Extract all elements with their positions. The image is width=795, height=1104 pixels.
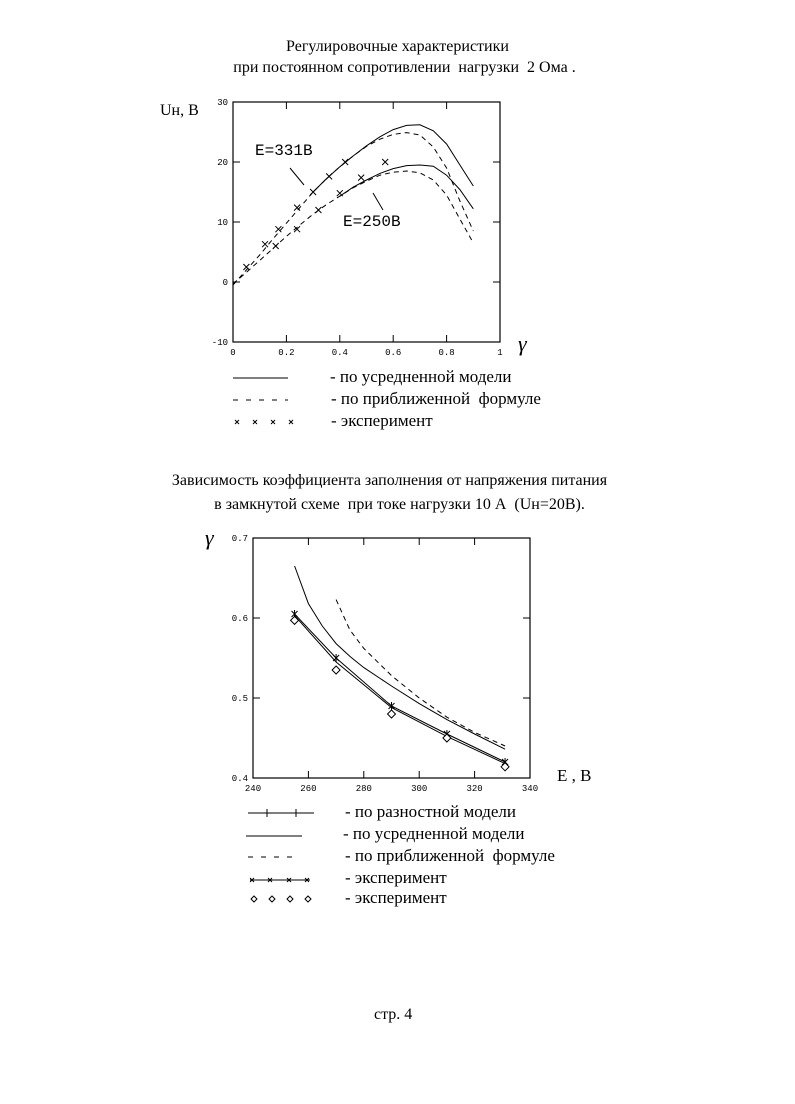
chart1-data-point [382, 159, 388, 165]
chart1-ytick-label: 0 [222, 278, 228, 288]
chart2-ytick-label: 0.7 [231, 534, 248, 544]
legend1-x-marker [271, 420, 275, 424]
chart2-xtick-label: 340 [521, 784, 539, 794]
chart1-data-point [358, 175, 364, 181]
chart2-xtick-label: 320 [466, 784, 483, 794]
chart2-xtick-label: 280 [355, 784, 372, 794]
legend2-item-exp-diamond: - эксперимент [345, 888, 447, 907]
chart2-series-line [295, 614, 506, 762]
chart1-data-point [262, 241, 268, 247]
chart1-data-point [273, 243, 279, 249]
chart2-data-point [333, 654, 339, 662]
legend1-x-marker [289, 420, 293, 424]
chart1-data-point [310, 189, 316, 195]
chart1-title-line1: Регулировочные характеристики [286, 38, 509, 55]
chart2-series-line [295, 566, 506, 749]
chart2-series-line [295, 616, 506, 764]
legend-markers [233, 378, 317, 902]
chart1-data-point [326, 173, 332, 179]
chart2-xtick-label: 260 [300, 784, 317, 794]
chart1-xlabel: γ [518, 331, 527, 356]
chart1-xtick-label: 0.8 [438, 348, 455, 358]
chart2-plot [232, 534, 538, 794]
chart2-frame [253, 538, 530, 778]
legend1-item-exp: - эксперимент [331, 411, 433, 430]
chart1-data-point [337, 190, 343, 196]
chart2-title-line1: Зависимость коэффициента заполнения от напряжения питания [171, 472, 608, 489]
chart1-xtick-label: 1 [497, 348, 503, 358]
chart1-ytick-label: 10 [217, 218, 228, 228]
chart2-title-line2: в замкнутой схеме при токе нагрузки 10 А (Uн=20В). [214, 496, 585, 513]
chart2-ylabel: γ [205, 525, 214, 550]
chart1-xtick-label: 0.4 [331, 348, 348, 358]
chart1-xtick-label: 0.6 [385, 348, 402, 358]
chart2-xtick-label: 240 [244, 784, 262, 794]
page-number: стр. 4 [374, 1006, 413, 1023]
chart2-ytick-label: 0.5 [231, 694, 248, 704]
chart2-xtick-label: 300 [411, 784, 428, 794]
annotation-e250: E=250B [343, 213, 401, 231]
legend2-item-avg: - по усредненной модели [343, 824, 525, 843]
legend2-item-exp-star: - эксперимент [345, 868, 447, 887]
legend1-x-marker [235, 420, 239, 424]
legend2-diamond-marker [251, 896, 257, 902]
chart1-data-point [315, 207, 321, 213]
chart1-ylabel: Uн, В [160, 102, 199, 119]
annotation-e250-pointer [373, 193, 383, 210]
legend2-diamond-marker [305, 896, 311, 902]
chart1-ytick-label: 20 [217, 158, 228, 168]
annotation-e331: E=331B [255, 142, 313, 160]
chart2-data-point [388, 710, 396, 718]
chart2-ytick-label: 0.4 [231, 774, 248, 784]
chart2-data-point [332, 666, 340, 674]
chart1-data-point [342, 159, 348, 165]
chart2-series-line [336, 600, 505, 746]
chart1-series-line [313, 125, 473, 192]
chart2-data-point [501, 763, 509, 771]
chart1-ytick-label: -10 [211, 338, 228, 348]
chart1-data-point [243, 264, 249, 270]
legend2-item-diff: - по разностной модели [345, 802, 517, 821]
legend2-diamond-marker [287, 896, 293, 902]
chart1-xtick-label: 0 [230, 348, 236, 358]
legend1-item-avg: - по усредненной модели [330, 367, 512, 386]
legend1-item-approx: - по приближенной формуле [331, 389, 541, 408]
chart2-ytick-label: 0.6 [231, 614, 248, 624]
legend1-x-marker [253, 420, 257, 424]
chart1-ytick-label: 30 [217, 98, 228, 108]
chart1-series-line [340, 165, 474, 209]
legend2-item-approx: - по приближенной формуле [345, 846, 555, 865]
chart1-data-point [275, 226, 281, 232]
chart1-title-line2: при постоянном сопротивлении нагрузки 2 Ома . [233, 59, 576, 76]
legend2-diamond-marker [269, 896, 275, 902]
chart1-xtick-label: 0.2 [278, 348, 295, 358]
annotation-e331-pointer [290, 168, 304, 185]
chart2-xlabel: E , В [557, 766, 592, 785]
